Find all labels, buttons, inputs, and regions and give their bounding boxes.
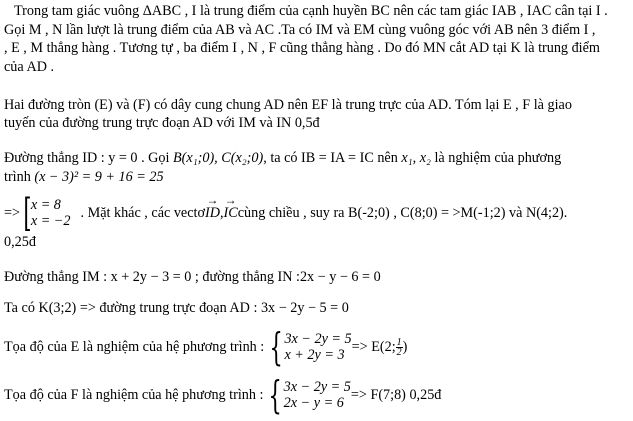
p4-text-b: cùng chiều , suy ra B(-2;0) , C(8;0) = >M(-1;2) và N(4;2).: [237, 204, 568, 221]
p3-text-trinh: trình: [4, 169, 35, 185]
p7-denominator: 2: [396, 346, 402, 358]
paragraph-2-line-1: Hai đường tròn (E) và (F) có dây cung chung AD nên EF là trung trực của AD. Tóm lại E , F là giao: [4, 97, 572, 113]
paragraph-1-line-2: Gọi M , N lần lượt là trung điểm của AB và AC .Ta có IM và EM cùng vuông góc với AB nên 3 điểm I ,: [4, 22, 596, 38]
p7-numerator: 1: [396, 336, 402, 348]
p7-lead: Tọa độ của E là nghiệm của hệ phương trình :: [4, 338, 265, 355]
p4-row-2: x = −2: [30, 213, 71, 229]
p4-score: 0,25đ: [4, 234, 36, 250]
p3-text-a: Đường thẳng ID : y = 0 . Gọi: [4, 150, 173, 166]
p4-arrow: =>: [4, 204, 21, 221]
p3-text-c: , ta có IB = IA = IC nên: [263, 150, 402, 166]
p7-result-a: => E(2;: [351, 338, 396, 355]
p4-brace: [: [23, 191, 32, 235]
paragraph-2-line-2: tuyến của đường trung trực đoạn AD với IM và IN 0,5đ: [4, 115, 320, 131]
p3-roots-formula: x₁, x₂: [401, 150, 431, 166]
paragraph-1-line-3: , E , M thẳng hàng . Tương tự , ba điểm I , N , F cũng thẳng hàng . Do đó MN cắt AD tại K là trung điểm: [4, 40, 600, 56]
p7-row-1: 3x − 2y = 5: [284, 331, 352, 347]
p4-row-1: x = 8: [30, 197, 61, 213]
p4-text-a: . Mặt khác , các vectơ: [80, 204, 205, 221]
p3-equation: (x − 3)² = 9 + 16 = 25: [34, 169, 164, 185]
p8-row-1: 3x − 2y = 5: [283, 379, 351, 395]
p3-points-formula: B(x₁;0), C(x₂;0): [173, 150, 264, 166]
vector-id: → ID: [205, 205, 220, 222]
paragraph-4-line-1: [4, 191, 568, 235]
p7-system: [284, 331, 351, 363]
p7-fraction: [396, 338, 403, 357]
p8-system: [284, 379, 351, 411]
vector-ic: → IC: [224, 205, 238, 222]
paragraph-3-line-1: [4, 149, 561, 167]
p7-result-b: ): [402, 338, 408, 355]
paragraph-3-line-2: [4, 168, 164, 186]
p3-text-e: là nghiệm của phương: [430, 150, 562, 166]
p7-row-2: x + 2y = 3: [284, 347, 345, 363]
paragraph-1-line-4: của AD .: [4, 59, 55, 75]
paragraph-1-line-1: Trong tam giác vuông ΔABC , I là trung điểm của cạnh huyền BC nên các tam giác IAB , IAC cân tại I .: [14, 3, 608, 19]
p8-row-2: 2x − y = 6: [283, 395, 344, 411]
paragraph-6: Ta có K(3;2) => đường trung trực đoạn AD : 3x − 2y − 5 = 0: [4, 300, 349, 316]
p8-lead: Tọa độ của F là nghiệm của hệ phương trình :: [4, 386, 264, 403]
p7-brace: {: [269, 325, 283, 369]
paragraph-8: [4, 373, 442, 417]
p4-solution-set: [31, 197, 71, 229]
paragraph-5: Đường thẳng IM : x + 2y − 3 = 0 ; đường thẳng IN :2x − y − 6 = 0: [4, 269, 381, 285]
p8-result: => F(7;8) 0,25đ: [350, 386, 442, 403]
p8-brace: {: [268, 373, 283, 417]
p4-comma: ,: [219, 204, 224, 221]
paragraph-7: [4, 325, 408, 369]
